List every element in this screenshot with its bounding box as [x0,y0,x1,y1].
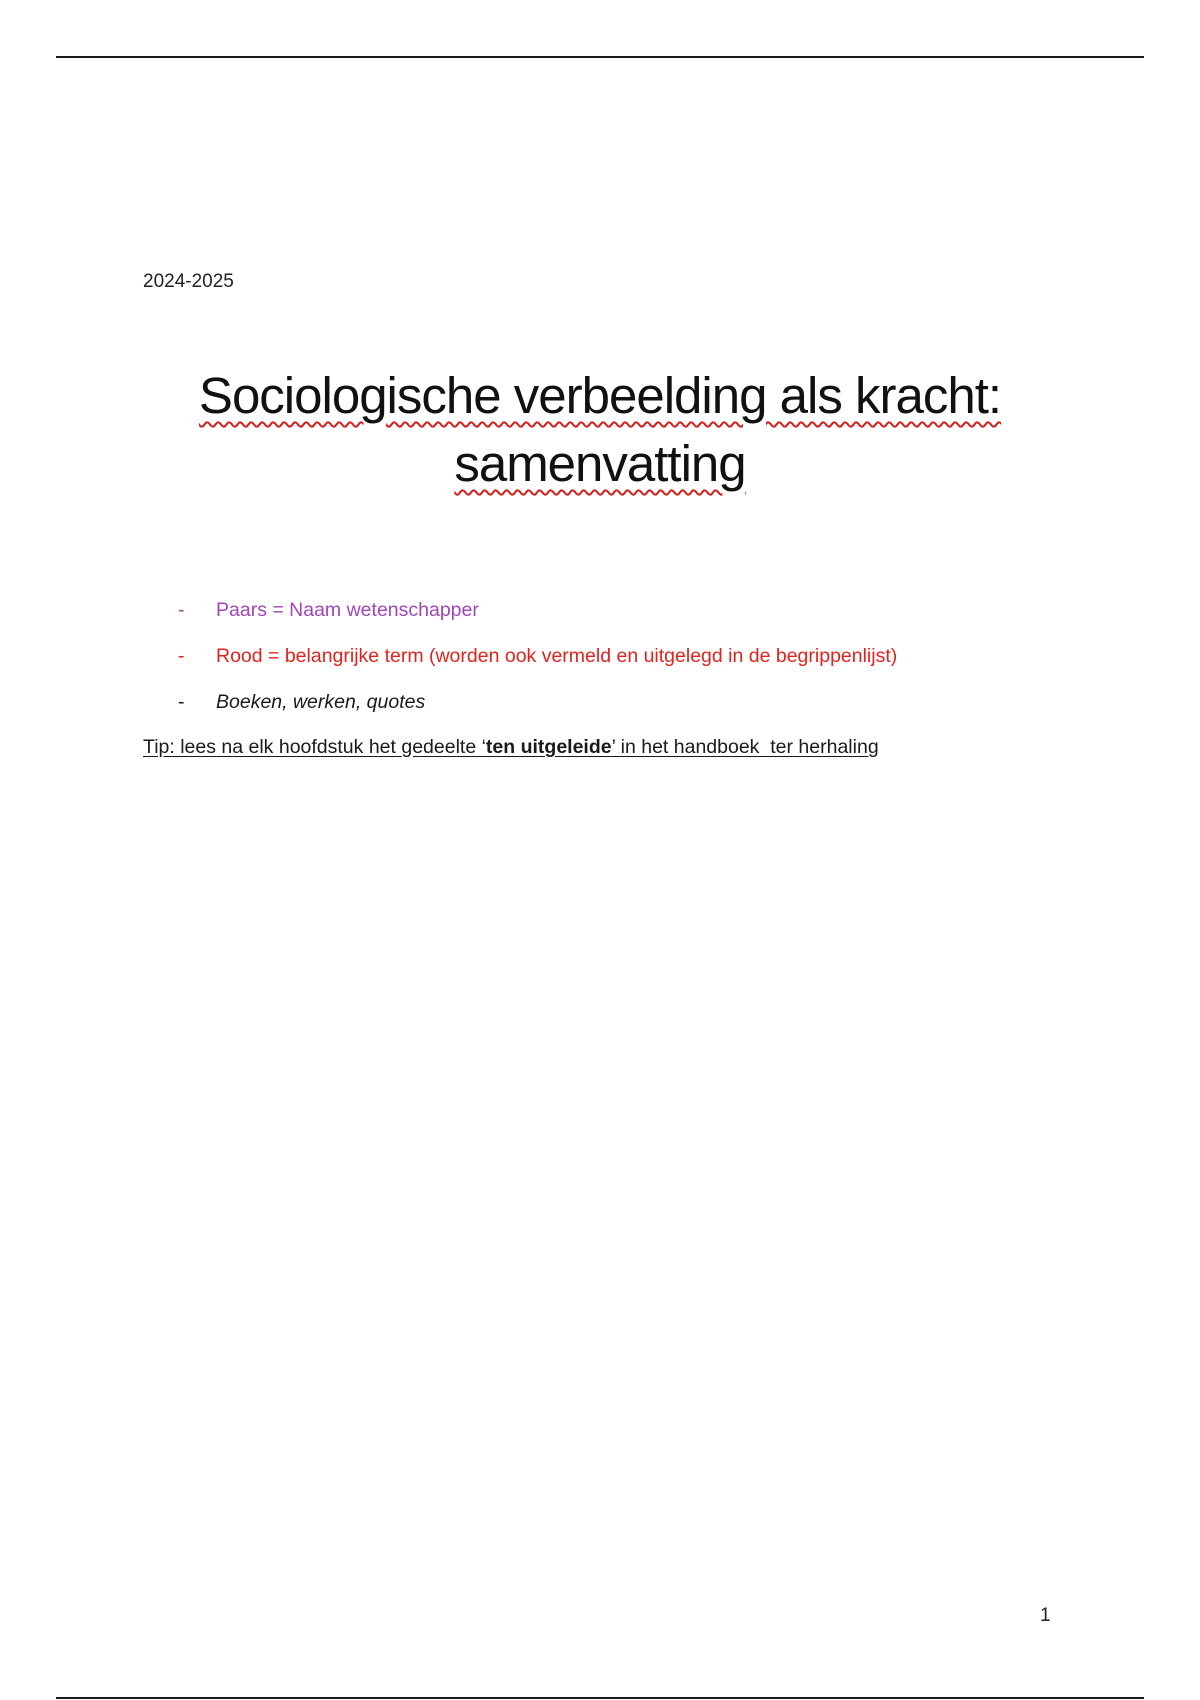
academic-year: 2024-2025 [143,271,234,292]
legend-item-label: Boeken, werken, quotes [216,691,426,713]
title-line-2: samenvatting [454,435,746,492]
color-legend-list [178,596,897,734]
legend-item-works [178,688,897,734]
tip-prefix: Tip: lees na elk hoofdstuk het gedeelte ‘ [143,736,486,758]
legend-item-label: Paars = Naam wetenschapper [216,599,479,621]
page-number: 1 [1040,1605,1051,1626]
header-rule [56,56,1144,58]
list-bullet: - [178,691,185,713]
list-bullet: - [178,599,185,621]
tip-suffix: ’ in het handboek ter herhaling [611,736,879,758]
study-tip [143,733,879,761]
list-bullet: - [178,645,185,667]
title-line-1: Sociologische verbeelding als kracht: [198,367,1002,424]
footer-rule [56,1697,1144,1699]
tip-bold-term: ten uitgeleide [485,736,612,758]
legend-item-label: Rood = belangrijke term (worden ook vermeld en uitgelegd in de begrippenlijst) [216,645,898,667]
document-title [100,362,1100,498]
legend-item-term [178,642,897,688]
legend-item-scientist [178,596,897,642]
